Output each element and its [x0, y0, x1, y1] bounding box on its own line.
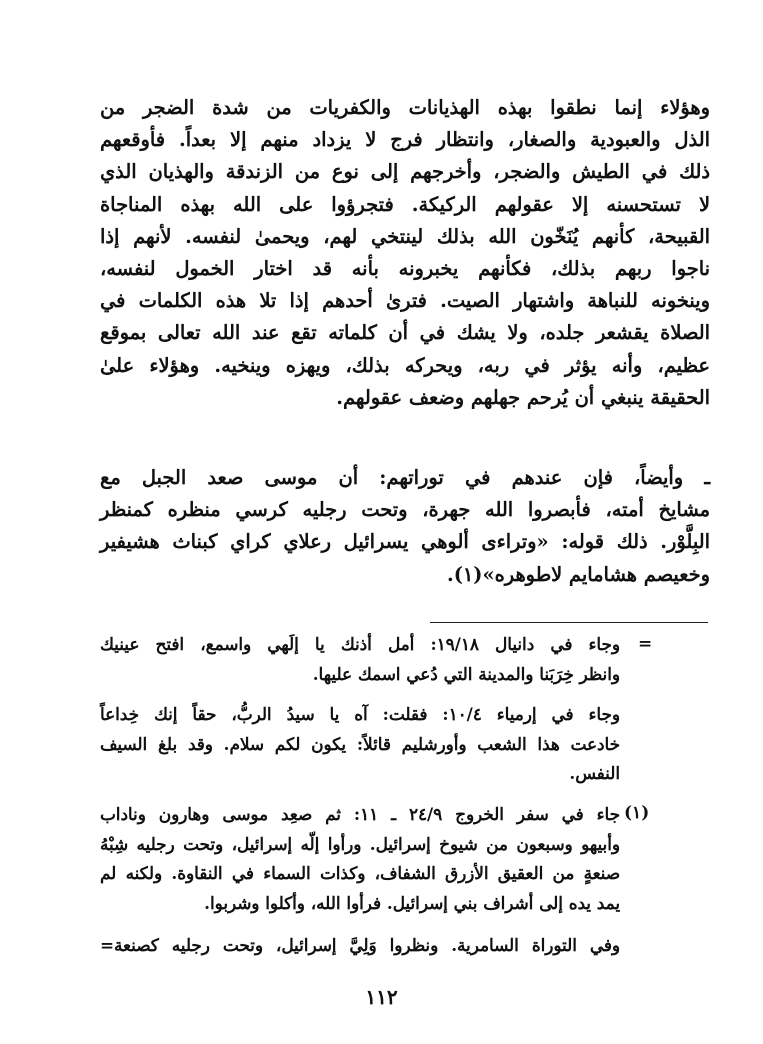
- footnote-line: يمد يده إلى أشراف بني إسرائيل. فرأوا الله، وأكلوا وشربوا.: [204, 892, 620, 913]
- text-line: الذل والعبودية والصغار، وانتظار فرج لا يزداد منهم إلا بعداً. فأوقعهم: [100, 128, 710, 152]
- text-line: الصلاة يقشعر جلده، ولا يشك في أن كلماته تقع عند الله تعالى بموقع: [100, 321, 710, 345]
- footnote-block-1: [100, 630, 620, 689]
- footnote-line: خادعت هذا الشعب وأورشليم قائلاً: يكون لكم سلام. وقد بلغ السيف: [100, 733, 620, 754]
- footnote-1: [100, 800, 620, 918]
- footnote-separator: [430, 622, 708, 623]
- footnote-line: النفس.: [569, 763, 620, 783]
- footnote-line: وجاء في إرمياء ١٠/٤: فقلت: آه يا سيدُ الربُّ، حقاً إنك خِداعاً: [100, 704, 621, 724]
- text-line: مشايخ أمته، فأبصروا الله جهرة، وتحت رجليه كرسي منظره كمنظر: [100, 498, 710, 522]
- text-line: ـ وأيضاً، فإن عندهم في توراتهم: أن موسى صعد الجبل مع: [100, 466, 710, 489]
- text-line: لا تستحسنه إلا عقولهم الركيكة. فتجرؤوا على الله بهذه المناجاة: [100, 192, 710, 216]
- text-line: ذلك في الطيش والضجر، وأخرجهم إلى نوع من الزندقة والهذيان الذي: [100, 160, 710, 184]
- footnote-block-3: [100, 931, 620, 961]
- text-line: وينخونه للنباهة واشتهار الصيت. فترىٰ أحدهم إذا تلا هذه الكلمات في: [100, 289, 710, 313]
- text-line: وهؤلاء إنما نطقوا بهذه الهذيانات والكفريات من شدة الضجر من: [100, 96, 710, 119]
- footnote-continuation-marker: =: [638, 634, 653, 654]
- footnote-line: صنعةٍ من العقيق الأزرق الشفاف، وكذات السماء في النقاوة. ولكنه لم: [100, 863, 620, 883]
- footnote-block-2: [100, 700, 620, 789]
- footnote-line: وفي التوراة السامرية. ونظروا وَلِيَّ إسرائيل، وتحت رجليه كصنعة=: [100, 935, 620, 955]
- footnote-line: وأبيهو وسبعون من شيوخ إسرائيل. ورأوا إلّه إسرائيل، وتحت رجليه شِبْهُ: [100, 833, 620, 854]
- text-line: البِلَّوْر. ذلك قوله: «وتراءى ألوهي يسرائيل رعلاي كراي كبناث هشيفير: [100, 530, 710, 554]
- footnote-line: وجاء في دانيال ١٩/١٨: أمل أذنك يا إلَهي واسمع، افتح عينيك: [100, 634, 620, 654]
- text-line: الحقيقة ينبغي أن يُرحم جهلهم وضعف عقولهم.: [336, 385, 710, 409]
- main-paragraph-2: [100, 462, 710, 591]
- text-line: القبيحة، كأنهم يُنَخّون الله بذلك لينتخي لهم، ويحمىٰ لنفسه. لأنهم إذا: [100, 224, 710, 248]
- footnote-line: جاء في سفر الخروج ٢٤/٩ ـ ١١: ثم صعِد موسى وهارون وناداب: [100, 804, 620, 824]
- text-line: ناجوا ربهم بذلك، فكأنهم يخبرونه بأنه قد اختار الخمول لنفسه،: [100, 257, 710, 281]
- page-number: ١١٢: [365, 985, 398, 1009]
- text-line: وخعيصم هشامايم لاطوهره»(١).: [446, 562, 710, 586]
- text-line: عظيم، وأنه يؤثر في ربه، ويحركه بذلك، ويهزه وينخيه. وهؤلاء علىٰ: [100, 353, 710, 377]
- footnote-line: وانظر خِرَبَنا والمدينة التي دُعي اسمك عليها.: [312, 663, 620, 684]
- main-paragraph-1: [100, 92, 710, 414]
- footnote-number: (١): [624, 803, 650, 823]
